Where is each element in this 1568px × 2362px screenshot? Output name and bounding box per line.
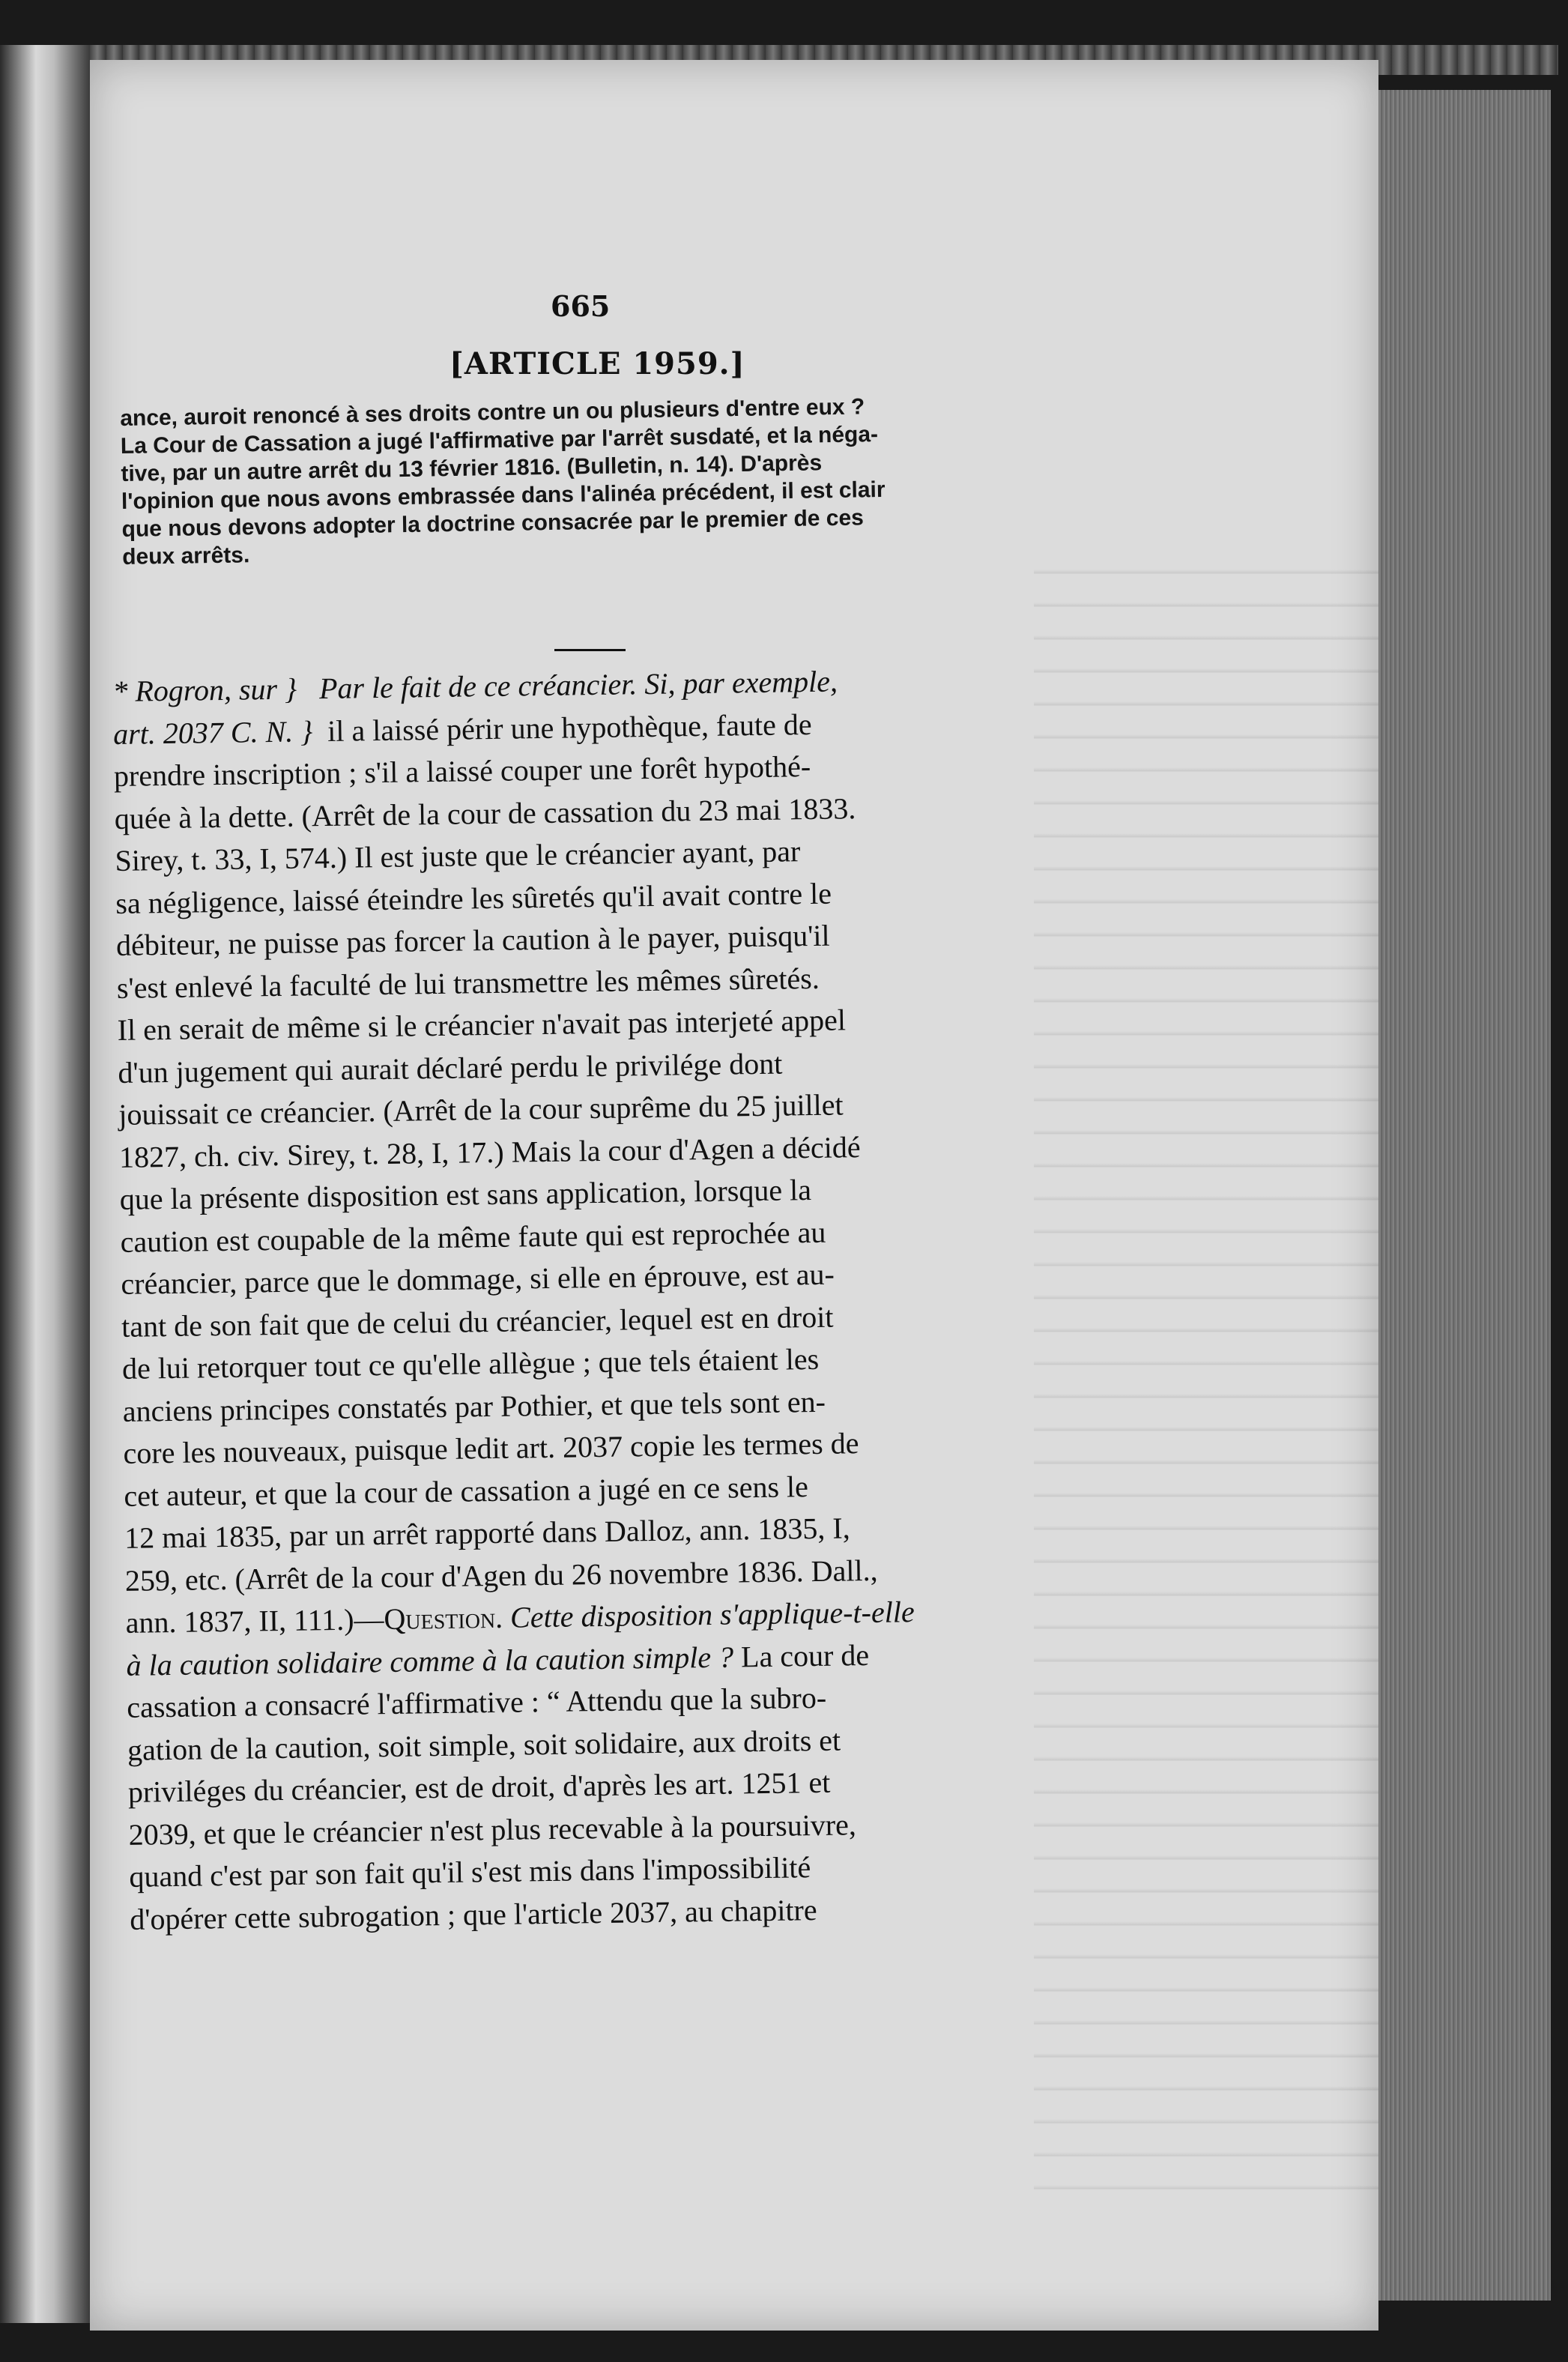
- main-line: core les nouveaux, puisque ledit art. 2037 copie les termes de: [123, 1426, 859, 1470]
- lead-italic: Par le fait de ce créancier. Si, par exemple,: [318, 664, 838, 706]
- section-divider: [554, 649, 626, 651]
- page-number: 665: [551, 289, 611, 323]
- main-line: priviléges du créancier, est de droit, d'après les art. 1251 et: [127, 1765, 831, 1809]
- question-italic: à la caution solidaire comme à la caution simple ?: [126, 1640, 734, 1682]
- main-line: que la présente disposition est sans application, lorsque la: [119, 1173, 812, 1216]
- main-line: quée à la dette. (Arrêt de la cour de cassation du 23 mai 1833.: [114, 791, 856, 836]
- main-line: 1827, ch. civ. Sirey, t. 28, I, 17.) Mais la cour d'Agen a décidé: [118, 1129, 861, 1174]
- main-paragraph: [112, 658, 1059, 1941]
- main-line: 259, etc. (Arrêt de la cour d'Agen du 26 novembre 1836. Dall.,: [124, 1553, 878, 1598]
- question-italic: Cette disposition s'applique-t-elle: [502, 1595, 915, 1634]
- main-text: La cour de: [733, 1637, 870, 1674]
- main-line: caution est coupable de la même faute qui est reprochée au: [120, 1215, 826, 1259]
- main-line: prendre inscription ; s'il a laissé couper une forêt hypothé-: [113, 749, 811, 793]
- small-print-paragraph: [120, 390, 1044, 571]
- main-line: jouissait ce créancier. (Arrêt de la cour suprême du 25 juillet: [118, 1087, 844, 1132]
- small-line: que nous devons adopter la doctrine consacrée par le premier de ces: [121, 505, 865, 542]
- main-line: débiteur, ne puisse pas forcer la caution à le payer, puisqu'il: [115, 918, 830, 962]
- main-line: d'un jugement qui aurait déclaré perdu le privilége dont: [118, 1046, 783, 1090]
- main-line: cassation a consacré l'affirmative : “ Attendu que la subro-: [127, 1680, 827, 1724]
- main-text: ann. 1837, II, 111.)—: [125, 1602, 384, 1640]
- main-line: Il en serait de même si le créancier n'avait pas interjeté appel: [117, 1003, 847, 1047]
- main-line: 12 mai 1835, par un arrêt rapporté dans Dalloz, ann. 1835, I,: [124, 1511, 850, 1555]
- main-line: anciens principes constatés par Pothier, et que tels sont en-: [122, 1384, 826, 1428]
- margin-reference: art. 2037 C. N. }: [112, 713, 313, 751]
- small-line: La Cour de Cassation a jugé l'affirmative par l'arrêt susdaté, et la néga-: [120, 422, 879, 459]
- small-line: ance, auroit renoncé à ses droits contre un ou plusieurs d'entre eux ?: [120, 394, 865, 431]
- main-line: 2039, et que le créancier n'est plus recevable à la poursuivre,: [128, 1807, 857, 1852]
- main-line: d'opérer cette subrogation ; que l'article 2037, au chapitre: [129, 1892, 817, 1936]
- main-line: de lui retorquer tout ce qu'elle allègue ; que tels étaient les: [121, 1341, 820, 1386]
- page-stack-edge: [1378, 90, 1551, 2301]
- margin-reference: * Rogron, sur }: [112, 671, 297, 708]
- article-heading: [ARTICLE 1959.]: [449, 346, 745, 381]
- main-line: cet auteur, et que la cour de cassation a jugé en ce sens le: [124, 1469, 809, 1513]
- main-line: créancier, parce que le dommage, si elle en éprouve, est au-: [121, 1257, 835, 1301]
- question-label: Question.: [384, 1600, 503, 1637]
- small-line: tive, par un autre arrêt du 13 février 1816. (Bulletin, n. 14). D'après: [121, 450, 823, 486]
- main-line: tant de son fait que de celui du créancier, lequel est en droit: [121, 1299, 834, 1344]
- small-line: l'opinion que nous avons embrassée dans l'alinéa précédent, il est clair: [121, 477, 886, 514]
- small-line: deux arrêts.: [121, 543, 250, 570]
- show-through-texture: [1034, 570, 1378, 2218]
- main-line: sa négligence, laissé éteindre les sûretés qu'il avait contre le: [115, 876, 832, 920]
- main-line: s'est enlevé la faculté de lui transmettre les mêmes sûretés.: [116, 961, 820, 1005]
- left-page-edge: [0, 45, 90, 2323]
- main-text: il a laissé périr une hypothèque, faute de: [327, 707, 812, 748]
- main-line: quand c'est par son fait qu'il s'est mis dans l'impossibilité: [129, 1850, 811, 1894]
- main-line: Sirey, t. 33, I, 574.) Il est juste que le créancier ayant, par: [115, 834, 801, 878]
- main-line: gation de la caution, soit simple, soit solidaire, aux droits et: [127, 1723, 841, 1767]
